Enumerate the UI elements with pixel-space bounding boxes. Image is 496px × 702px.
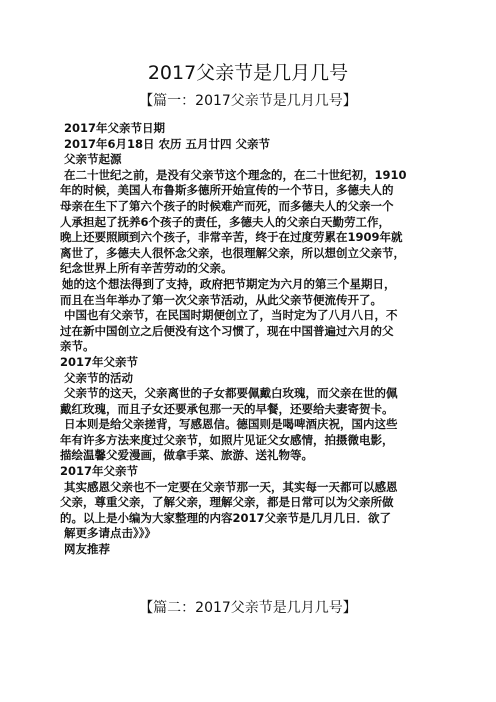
document-title: 2017父亲节是几月几号 xyxy=(147,62,349,84)
text-line: 母亲在生下了第六个孩子的时候难产而死，而多德夫人的父亲一个 xyxy=(60,198,394,213)
text-line: 2017年父亲节日期 xyxy=(64,121,166,135)
text-line: 中国也有父亲节，在民国时期便创立了，当时定为了八月八日，不 xyxy=(64,308,398,323)
text-line: 亲节。 xyxy=(60,339,95,354)
text-line: 网友推荐 xyxy=(64,542,110,557)
text-line: 父亲节起源 xyxy=(64,152,122,167)
text-line: 解更多请点击》》》 xyxy=(64,526,156,541)
text-line: 年有许多方法来度过父亲节，如照片见证父女感情，拍摄微电影， xyxy=(60,432,394,447)
text-line: 2017年父亲节 xyxy=(60,354,139,369)
text-line: 父亲节的活动 xyxy=(64,370,133,385)
text-line: 她的这个想法得到了支持，政府把节期定为六月的第三个星期日， xyxy=(62,276,396,291)
text-line: 日本则是给父亲搓背，写感恩信。德国则是喝啤酒庆祝，国内这些 xyxy=(64,417,398,432)
section-heading-2: 【篇二：2017父亲节是几月几号】 xyxy=(139,600,357,616)
text-line: 戴红玫瑰，而且子女还要承包那一天的早餐，还要给夫妻寄贺卡。 xyxy=(60,401,394,416)
text-line: 离世了，多德夫人很怀念父亲，也很理解父亲，所以想创立父亲节， xyxy=(60,245,405,260)
text-line: 父亲，尊重父亲，了解父亲，理解父亲，都是日常可以为父亲所做 xyxy=(60,495,394,510)
text-line: 2017年6月18日 农历 五月廿四 父亲节 xyxy=(64,136,271,151)
section-heading-1: 【篇一：2017父亲节是几月几号】 xyxy=(139,93,357,109)
text-line: 的。以上是小编为大家整理的内容2017父亲节是几月几日．欲了 xyxy=(60,510,392,525)
text-line: 描绘温馨父爱漫画，做拿手菜、旅游、送礼物等。 xyxy=(60,448,313,463)
text-line: 父亲节的这天，父亲离世的子女都要佩戴白玫瑰，而父亲在世的佩 xyxy=(64,386,398,401)
text-line: 而且在当年举办了第一次父亲节活动，从此父亲节便流传开了。 xyxy=(60,292,382,307)
text-line: 年的时候，美国人布鲁斯多德所开始宣传的一个节日，多德夫人的 xyxy=(60,183,394,198)
article-body xyxy=(60,121,436,558)
text-line: 纪念世界上所有辛苦劳动的父亲。 xyxy=(60,261,233,276)
text-line: 2017年父亲节 xyxy=(60,464,139,479)
text-line: 过在新中国创立之后便没有这个习惯了，现在中国普遍过六月的父 xyxy=(60,323,394,338)
text-line: 其实感恩父亲也不一定要在父亲节那一天，其实每一天都可以感恩 xyxy=(64,479,398,494)
text-line: 晚上还要照顾到六个孩子，非常辛苦，终于在过度劳累在1909年就 xyxy=(60,230,403,245)
text-line: 人承担起了抚养6个孩子的责任，多德夫人的父亲白天勤劳工作， xyxy=(60,214,390,229)
text-line: 在二十世纪之前，是没有父亲节这个理念的，在二十世纪初，1910 xyxy=(64,167,407,182)
